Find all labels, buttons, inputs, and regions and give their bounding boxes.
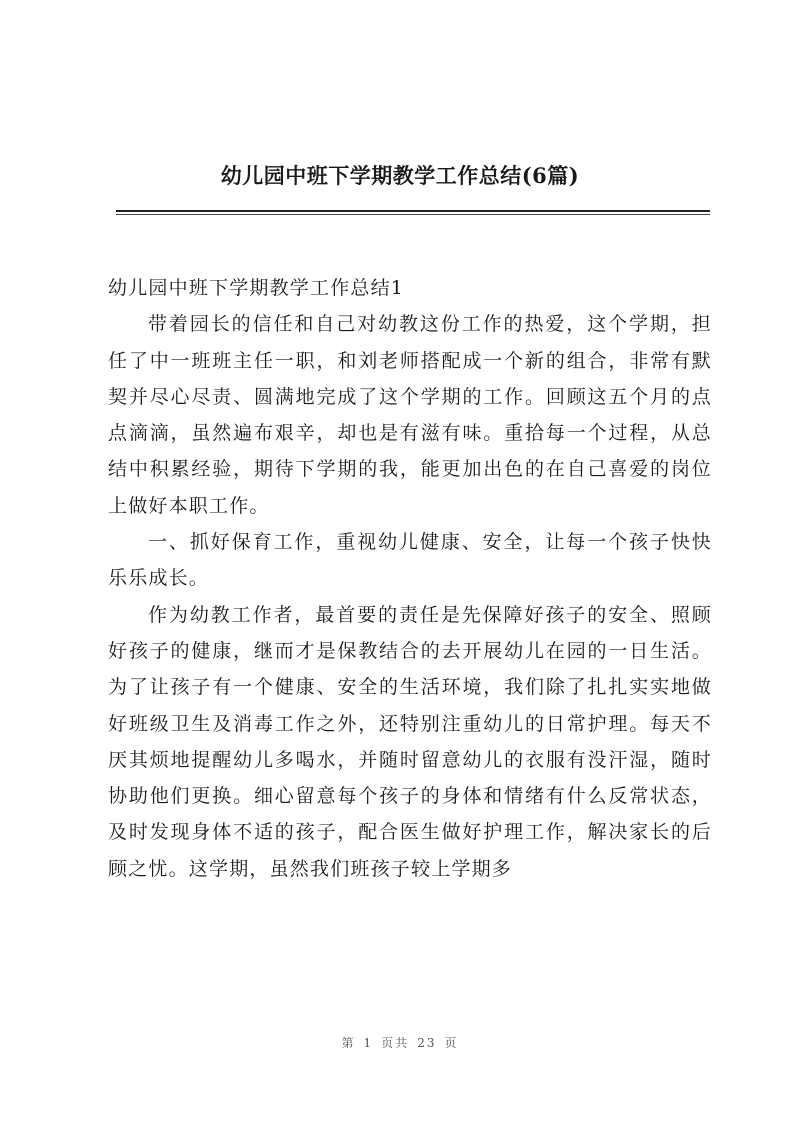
- title-underline-thin: [116, 214, 710, 215]
- section-heading: 幼儿园中班下学期教学工作总结1: [108, 277, 405, 299]
- footer-prefix: 第: [341, 1036, 356, 1050]
- footer-suffix: 页: [444, 1036, 459, 1050]
- paragraph: 一、抓好保育工作，重视幼儿健康、安全，让每一个孩子快快乐乐成长。: [108, 531, 712, 590]
- document-title: 幼儿园中班下学期教学工作总结(6篇): [220, 163, 580, 188]
- total-page-count: 23: [417, 1036, 437, 1050]
- current-page-number: 1: [363, 1036, 374, 1050]
- title-underline-thick: [116, 210, 710, 212]
- footer-mid: 页共: [381, 1036, 410, 1050]
- page-footer: [0, 1034, 800, 1051]
- paragraph: 带着园长的信任和自己对幼教这份工作的热爱，这个学期，担任了中一班班主任一职，和刘老师搭配成一个新的组合，非常有默契并尽心尽责、圆满地完成了这个学期的工作。回顾这五个月的点点滴滴，虽然遍布艰辛，却也是有滋有味。重拾每一个过程，从总结中积累经验，期待下学期的我，能更加出色的在自己喜爱的岗位上做好本职工作。: [108, 313, 712, 517]
- paragraph: 作为幼教工作者，最首要的责任是先保障好孩子的安全、照顾好孩子的健康，继而才是保教结合的去开展幼儿在园的一日生活。为了让孩子有一个健康、安全的生活环境，我们除了扎扎实实地做好班级卫生及消毒工作之外，还特别注重幼儿的日常护理。每天不厌其烦地提醒幼儿多喝水，并随时留意幼儿的衣服有没汗湿，随时协助他们更换。细心留意每个孩子的身体和情绪有什么反常状态，及时发现身体不适的孩子，配合医生做好护理工作，解决家长的后顾之忧。这学期，虽然我们班孩子较上学期多: [108, 603, 712, 880]
- document-body: [108, 270, 712, 887]
